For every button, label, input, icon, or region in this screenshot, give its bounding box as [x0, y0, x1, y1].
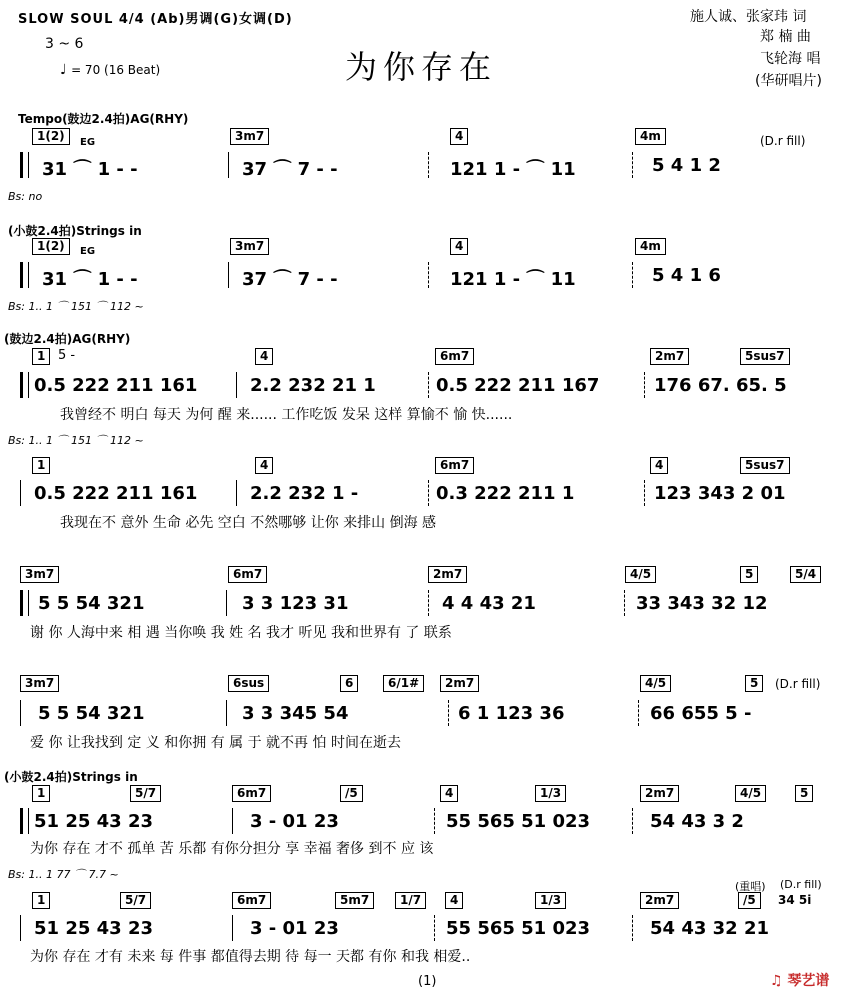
barline	[228, 152, 229, 178]
barline	[448, 700, 449, 726]
drum-fill-mark: (D.r fill)	[780, 878, 822, 891]
measure: 55 565 51 023	[446, 918, 591, 939]
chord-symbol: 4	[650, 457, 668, 474]
chord-symbol: 4	[445, 892, 463, 909]
credit-lyrics: 施人诚、张家玮 词	[690, 9, 807, 25]
chord-symbol: 1(2)	[32, 238, 70, 255]
chord-symbol: 6m7	[232, 785, 271, 802]
measure: 37 ⌒ 7 - -	[242, 269, 338, 290]
measure: 3 - 01 23	[250, 811, 339, 832]
measure: 3 3 123 31	[242, 593, 349, 614]
measure: 55 565 51 023	[446, 811, 591, 832]
chord-symbol: 4/5	[735, 785, 766, 802]
chord-symbol: 3m7	[230, 238, 269, 255]
chord-symbol: 4m	[635, 128, 666, 145]
barline	[226, 590, 227, 616]
section-label: (鼓边2.4拍)AG(RHY)	[4, 332, 131, 346]
barline	[236, 372, 237, 398]
measure: 0.5 222 211 161	[34, 375, 198, 396]
chord-symbol: 6m7	[228, 566, 267, 583]
measure: 0.5 222 211 161	[34, 483, 198, 504]
barline	[20, 480, 21, 506]
staff-row	[20, 262, 840, 288]
barline	[428, 480, 429, 506]
chord-symbol: /5	[340, 785, 363, 802]
lyric-line: 我曾经不 明白 每天 为何 醒 来...... 工作吃饭 发呆 这样 算愉不 愉 快......	[60, 407, 513, 423]
barline	[20, 915, 21, 941]
chord-symbol: 6m7	[435, 348, 474, 365]
page-number: (1)	[418, 974, 437, 989]
credit-label: (华研唱片)	[755, 73, 822, 89]
chord-symbol: 5/7	[120, 892, 151, 909]
chord-symbol: 4/5	[640, 675, 671, 692]
barline	[236, 480, 237, 506]
staff-row	[20, 372, 840, 398]
barline	[428, 152, 429, 178]
start-barline	[20, 808, 29, 834]
chord-symbol: 6	[340, 675, 358, 692]
chord-symbol: 5/7	[130, 785, 161, 802]
barline	[644, 480, 645, 506]
drum-fill-mark: (D.r fill)	[760, 134, 806, 148]
staff-row	[20, 590, 840, 616]
drum-fill-mark: (D.r fill)	[775, 677, 821, 691]
song-title: 为你存在	[345, 48, 498, 86]
chord-symbol: 2m7	[428, 566, 467, 583]
chord-symbol: 5m7	[335, 892, 374, 909]
chord-symbol: 3m7	[20, 675, 59, 692]
tail-notes: 34 5i	[778, 893, 812, 907]
barline	[434, 808, 435, 834]
chord-symbol: 2m7	[440, 675, 479, 692]
chord-symbol: 4	[255, 348, 273, 365]
chord-symbol: 3m7	[20, 566, 59, 583]
measure: 54 43 3 2	[650, 811, 744, 832]
measure: 121 1 - ⌒ 11	[450, 269, 576, 290]
chord-symbol: 6/1#	[383, 675, 424, 692]
chord-symbol: 4	[255, 457, 273, 474]
measure: 33 343 32 12	[636, 593, 768, 614]
staff-row	[20, 152, 840, 178]
barline	[624, 590, 625, 616]
site-logo: ♫ 琴艺谱	[770, 973, 830, 989]
chord-symbol: 1	[32, 457, 50, 474]
measure: 4 4 43 21	[442, 593, 536, 614]
measure: 51 25 43 23	[34, 811, 153, 832]
chord-symbol: 1/7	[395, 892, 426, 909]
barline	[232, 808, 233, 834]
measure: 6 1 123 36	[458, 703, 565, 724]
measure: 5 4 1 2	[652, 155, 721, 176]
bass-line: Bs: 1.. 1 77 ⌒ 7.7 ~	[8, 868, 119, 881]
barline	[228, 262, 229, 288]
chord-symbol: 1	[32, 348, 50, 365]
chord-symbol: 2m7	[640, 892, 679, 909]
start-barline	[20, 590, 29, 616]
bass-line: Bs: no	[8, 190, 43, 203]
vocal-range: 3 ~ 6	[45, 36, 84, 52]
chord-symbol: 1/3	[535, 785, 566, 802]
chord-symbol: 2m7	[640, 785, 679, 802]
measure: 37 ⌒ 7 - -	[242, 159, 338, 180]
eg-mark: EG	[80, 137, 96, 148]
chord-symbol: 5sus7	[740, 457, 790, 474]
chord-symbol: 5	[740, 566, 758, 583]
staff-row	[20, 700, 840, 726]
barline	[644, 372, 645, 398]
chord-symbol: 4	[450, 238, 468, 255]
bass-line: Bs: 1.. 1 ⌒ 151 ⌒ 112 ~	[8, 300, 144, 313]
measure: 121 1 - ⌒ 11	[450, 159, 576, 180]
chord-symbol: 1	[32, 785, 50, 802]
barline	[632, 915, 633, 941]
measure: 5 5 54 321	[38, 703, 145, 724]
lyric-line: 为你 存在 才有 未来 每 件事 都值得去期 待 每一 天都 有你 和我 相爱..	[30, 949, 471, 965]
measure: 2.2 232 1 -	[250, 483, 359, 504]
measure: 2.2 232 21 1	[250, 375, 376, 396]
measure: 54 43 32 21	[650, 918, 769, 939]
barline	[632, 808, 633, 834]
staff-row	[20, 480, 840, 506]
lyric-line: 为你 存在 才不 孤单 苦 乐都 有你分担分 享 幸福 奢侈 到不 应 该	[30, 841, 434, 857]
harmony-mark: (重唱)	[735, 880, 766, 893]
barline	[226, 700, 227, 726]
section-label: Tempo(鼓边2.4拍)AG(RHY)	[18, 112, 189, 126]
tempo-marking: ♩ = 70 (16 Beat)	[60, 62, 161, 78]
staff-row	[20, 808, 840, 834]
measure: 0.3 222 211 1	[436, 483, 575, 504]
measure: 123 343 2 01	[654, 483, 786, 504]
lyric-line: 爱 你 让我找到 定 义 和你拥 有 属 于 就不再 怕 时间在逝去	[30, 735, 401, 751]
credit-singer: 飞轮海 唱	[760, 51, 821, 67]
bass-line: Bs: 1.. 1 ⌒ 151 ⌒ 112 ~	[8, 434, 144, 447]
lyric-line: 谢 你 人海中来 相 遇 当你唤 我 姓 名 我才 听见 我和世界有 了 联系	[30, 625, 452, 641]
section-label: (小鼓2.4拍)Strings in	[8, 224, 142, 238]
measure: 31 ⌒ 1 - -	[42, 269, 138, 290]
measure: 5 4 1 6	[652, 265, 721, 286]
barline	[428, 262, 429, 288]
measure: 176 67. 65. 5	[654, 375, 787, 396]
start-barline	[20, 262, 29, 288]
staff-row	[20, 915, 840, 941]
chord-symbol: 6m7	[232, 892, 271, 909]
barline	[20, 700, 21, 726]
measure: 3 3 345 54	[242, 703, 349, 724]
barline	[434, 915, 435, 941]
chord-symbol: 5sus7	[740, 348, 790, 365]
chord-symbol: 1	[32, 892, 50, 909]
measure: 31 ⌒ 1 - -	[42, 159, 138, 180]
barline	[632, 262, 633, 288]
start-barline	[20, 152, 29, 178]
pickup-notes: 5 -	[58, 348, 76, 363]
chord-symbol: 4m	[635, 238, 666, 255]
measure: 66 655 5 -	[650, 703, 752, 724]
chord-symbol: 1/3	[535, 892, 566, 909]
chord-symbol: 5	[795, 785, 813, 802]
chord-symbol: 4	[450, 128, 468, 145]
measure: 5 5 54 321	[38, 593, 145, 614]
chord-symbol: 4/5	[625, 566, 656, 583]
chord-symbol: 2m7	[650, 348, 689, 365]
measure: 0.5 222 211 167	[436, 375, 600, 396]
chord-symbol: 6sus	[228, 675, 269, 692]
lyric-line: 我现在不 意外 生命 必先 空白 不然哪够 让你 来排山 倒海 感	[60, 515, 437, 531]
eg-mark: EG	[80, 246, 96, 257]
chord-symbol: /5	[738, 892, 761, 909]
chord-symbol: 4	[440, 785, 458, 802]
song-meta: SLOW SOUL 4/4 (Ab)男调(G)女调(D)	[18, 12, 293, 27]
barline	[428, 372, 429, 398]
credit-music: 郑 楠 曲	[760, 29, 811, 45]
barline	[638, 700, 639, 726]
section-label: (小鼓2.4拍)Strings in	[4, 770, 138, 784]
measure: 51 25 43 23	[34, 918, 153, 939]
chord-symbol: 3m7	[230, 128, 269, 145]
start-barline	[20, 372, 29, 398]
barline	[632, 152, 633, 178]
chord-symbol: 5	[745, 675, 763, 692]
logo-icon: ♫	[770, 973, 783, 989]
measure: 3 - 01 23	[250, 918, 339, 939]
quarter-note-icon: ♩	[60, 62, 67, 78]
barline	[232, 915, 233, 941]
barline	[428, 590, 429, 616]
chord-symbol: 6m7	[435, 457, 474, 474]
chord-symbol: 1(2)	[32, 128, 70, 145]
chord-symbol: 5/4	[790, 566, 821, 583]
